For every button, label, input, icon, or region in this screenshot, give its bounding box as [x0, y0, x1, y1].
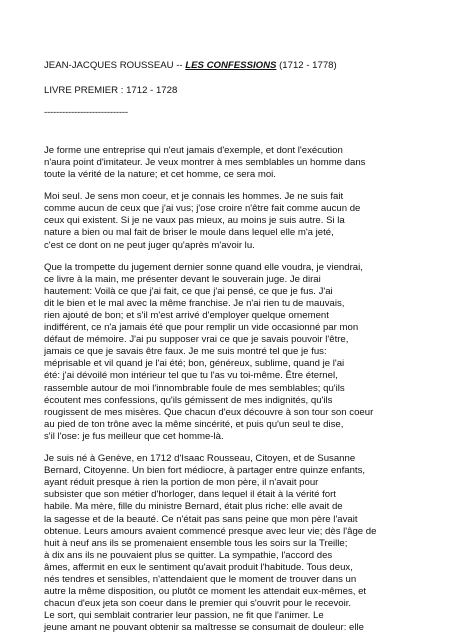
- text-line: n'aura point d'imitateur. Je veux montrer à mes semblables un homme dans: [44, 156, 366, 168]
- text-line: rougissent de mes misères. Que chacun d'eux découvre à son tour son coeur: [44, 406, 374, 418]
- text-line: Le sort, qui semblait contrarier leur passion, ne fit que l'animer. Le: [44, 610, 324, 622]
- text-line: âmes, affermit en eux le sentiment qu'avait produit l'habitude. Tous deux,: [44, 561, 353, 573]
- document-title: [44, 60, 424, 72]
- text-line: c'est ce dont on ne peut juger qu'après m'avoir lu.: [44, 239, 255, 251]
- text-line: au pied de ton trône avec la même sincérité, et puis qu'un seul te dise,: [44, 418, 344, 430]
- text-line: jamais ce que je savais être faux. Je me suis montré tel que je fus:: [44, 346, 327, 358]
- text-line: la sagesse et de la beauté. Ce n'était pas sans peine que mon père l'avait: [44, 513, 358, 525]
- text-line: Moi seul. Je sens mon coeur, et je connais les hommes. Je ne suis fait: [44, 191, 344, 203]
- text-line: ayant réduit presque à rien la portion de mon père, il n'avait pour: [44, 477, 319, 489]
- text-line: indifférent, ce n'a jamais été que pour remplir un vide occasionné par mon: [44, 322, 359, 334]
- paragraph: [44, 145, 424, 181]
- text-line: habile. Ma mère, fille du ministre Bernard, était plus riche: elle avait de: [44, 501, 343, 513]
- text-line: méprisable et vil quand je l'ai été; bon, généreux, sublime, quand je l'ai: [44, 358, 345, 370]
- text-line: hautement: Voilà ce que j'ai fait, ce que j'ai pensé, ce que je fus. J'ai: [44, 285, 333, 297]
- text-line: dit le bien et le mal avec la même franchise. Je n'ai rien tu de mauvais,: [44, 297, 345, 309]
- text-line: s'il l'ose: je fus meilleur que cet homme-là.: [44, 430, 224, 442]
- text-line: écoutent mes confessions, qu'ils gémissent de mes indignités, qu'ils: [44, 394, 333, 406]
- work-title-link[interactable]: LES CONFESSIONS: [185, 60, 277, 71]
- text-line: ceux qui existent. Si je ne vaux pas mieux, au moins je suis autre. Si la: [44, 215, 345, 227]
- paragraph: [44, 453, 424, 634]
- author-name: JEAN-JACQUES ROUSSEAU --: [44, 60, 183, 71]
- book-heading: LIVRE PREMIER : 1712 - 1728: [44, 85, 178, 97]
- text-line: jeune amant ne pouvant obtenir sa maîtresse se consumait de douleur: elle: [44, 622, 364, 634]
- text-line: comme aucun de ceux que j'ai vus; j'ose croire n'être fait comme aucun de: [44, 203, 361, 215]
- text-line: défaut de mémoire. J'ai pu supposer vrai ce que je savais pouvoir l'être,: [44, 334, 349, 346]
- text-line: huit à neuf ans ils se promenaient ensemble tous les soirs sur la Treille;: [44, 537, 348, 549]
- text-line: nature a bien ou mal fait de briser le moule dans lequel elle m'a jeté,: [44, 227, 334, 239]
- heading-underline-rule: ----------------------------: [44, 106, 128, 118]
- document-page: [44, 60, 424, 634]
- text-line: été: j'ai dévoilé mon intérieur tel que tu l'as vu toi-même. Être éternel,: [44, 370, 338, 382]
- text-line: Je forme une entreprise qui n'eut jamais d'exemple, et dont l'exécution: [44, 144, 343, 156]
- text-line: ce livre à la main, me présenter devant le souverain juge. Je dirai: [44, 273, 321, 285]
- text-line: Bernard, Citoyenne. Un bien fort médiocre, à partager entre quinze enfants,: [44, 465, 366, 477]
- text-line: autre la même disposition, ou plutôt ce moment les attendait eux-mêmes, et: [44, 586, 367, 598]
- life-dates: (1712 - 1778): [279, 60, 337, 71]
- text-line: à dix ans ils ne pouvaient plus se quitter. La sympathie, l'accord des: [44, 549, 333, 561]
- paragraph: [44, 262, 424, 443]
- text-line: nés tendres et sensibles, n'attendaient que le moment de trouver dans un: [44, 573, 357, 585]
- text-line: obtenue. Leurs amours avaient commencé presque avec leur vie; dès l'âge de: [44, 525, 377, 537]
- text-line: Que la trompette du jugement dernier sonne quand elle voudra, je viendrai,: [44, 261, 363, 273]
- text-body: [44, 145, 424, 635]
- text-line: rien ajouté de bon; et s'il m'est arrivé d'employer quelque ornement: [44, 310, 329, 321]
- text-line: chacun d'eux jeta son coeur dans le premier qui s'ouvrit pour le recevoir.: [44, 598, 352, 610]
- text-line: rassemble autour de moi l'innombrable foule de mes semblables; qu'ils: [44, 382, 345, 394]
- text-line: toute la vérité de la nature; et cet homme, ce sera moi.: [44, 169, 276, 181]
- text-line: subsister que son métier d'horloger, dans lequel il était à la vérité fort: [44, 489, 336, 501]
- text-line: Je suis né à Genève, en 1712 d'Isaac Rousseau, Citoyen, et de Susanne: [44, 453, 356, 465]
- paragraph: [44, 191, 424, 251]
